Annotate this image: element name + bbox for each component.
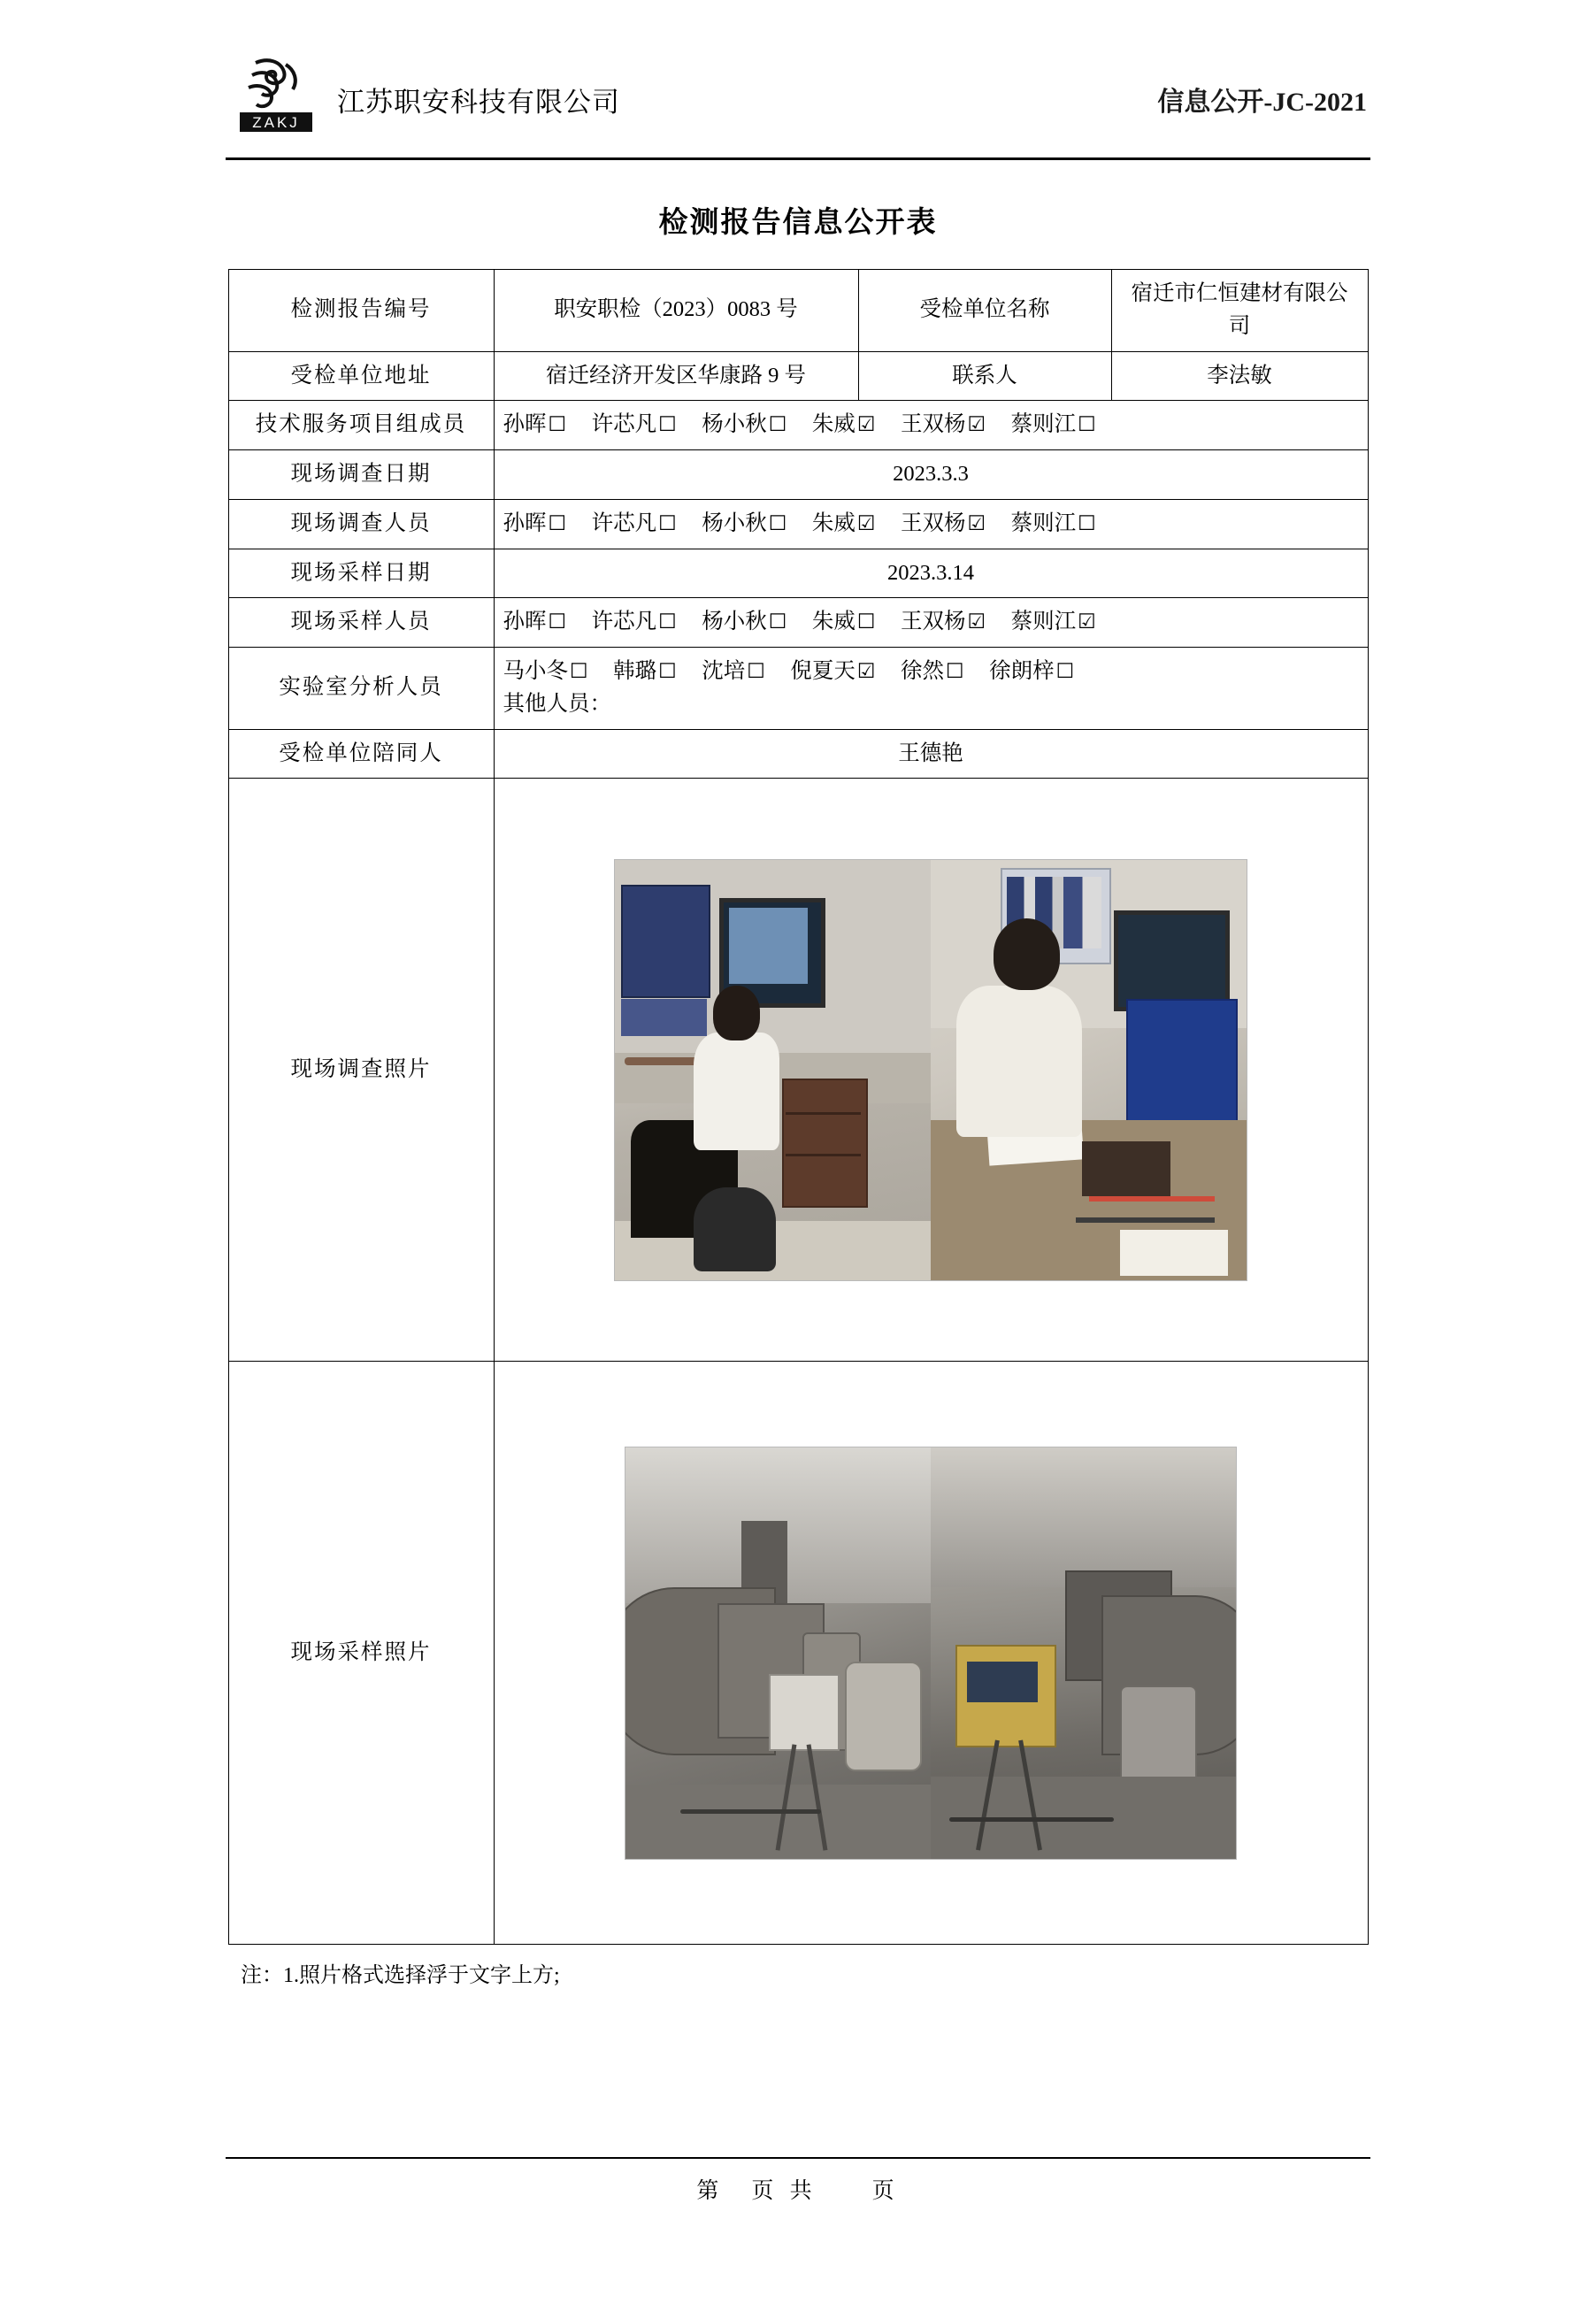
person-name: 倪夏天	[790, 659, 856, 683]
person-checkbox-item[interactable]	[1011, 412, 1098, 436]
checkbox-unchecked-icon[interactable]: ☐	[570, 660, 588, 683]
person-name: 韩璐	[613, 659, 657, 683]
checkbox-unchecked-icon[interactable]: ☐	[1055, 660, 1075, 683]
person-name: 蔡则江	[1010, 412, 1077, 437]
person-checkbox-item[interactable]	[790, 659, 877, 683]
sampling-photo-cell	[494, 1362, 1368, 1945]
sampling-photo-wrap	[503, 1447, 1359, 1860]
lab-other-label: 其他人员：	[503, 691, 611, 716]
table-row-sampling-photos	[228, 1362, 1368, 1945]
person-checkbox-item[interactable]	[503, 412, 569, 436]
page-header	[226, 46, 1370, 160]
table-row	[228, 401, 1368, 450]
checkbox-checked-icon[interactable]: ☑	[856, 511, 876, 535]
survey-photo-cell	[494, 779, 1368, 1362]
person-name: 许芯凡	[591, 412, 657, 437]
table-row-survey-photos	[228, 779, 1368, 1362]
table-row	[228, 499, 1368, 549]
lab-staff-label: 实验室分析人员	[228, 648, 494, 730]
checkbox-unchecked-icon[interactable]: ☐	[548, 511, 567, 535]
sampling-photo-right	[931, 1447, 1236, 1859]
person-name: 朱威	[811, 610, 856, 634]
svg-text:ZAKJ: ZAKJ	[252, 114, 300, 131]
checkbox-unchecked-icon[interactable]: ☐	[856, 610, 876, 634]
table-row	[228, 351, 1368, 401]
checkbox-unchecked-icon[interactable]: ☐	[658, 413, 677, 437]
contact-label: 联系人	[858, 351, 1111, 401]
survey-photo-pair	[614, 859, 1247, 1281]
sampling-staff-list	[494, 598, 1368, 648]
checkbox-unchecked-icon[interactable]: ☐	[747, 660, 765, 683]
person-checkbox-item[interactable]	[592, 412, 679, 436]
sampling-staff-label: 现场采样人员	[228, 598, 494, 648]
survey-photo-label: 现场调查照片	[228, 779, 494, 1362]
client-addr-label: 受检单位地址	[228, 351, 494, 401]
checkbox-checked-icon[interactable]: ☑	[967, 413, 986, 437]
table-row	[228, 270, 1368, 352]
page-number: 第 页 共 页	[696, 2179, 900, 2203]
person-name: 孙晖	[503, 610, 547, 634]
table-row	[228, 598, 1368, 648]
person-name: 王双杨	[901, 511, 966, 535]
person-name: 许芯凡	[591, 610, 657, 634]
table-row	[228, 648, 1368, 730]
checkbox-unchecked-icon[interactable]: ☐	[768, 413, 787, 437]
client-name-label: 受检单位名称	[858, 270, 1111, 352]
survey-photo-wrap	[503, 859, 1359, 1281]
person-name: 许芯凡	[591, 511, 657, 535]
person-checkbox-item[interactable]	[702, 659, 767, 683]
report-no-value: 职安职检（2023）0083 号	[494, 270, 858, 352]
checkbox-unchecked-icon[interactable]: ☐	[548, 610, 567, 634]
person-checkbox-item[interactable]	[613, 659, 679, 683]
document-code: 信息公开-JC-2021	[1157, 88, 1367, 117]
person-name: 马小冬	[503, 659, 568, 683]
person-checkbox-item[interactable]	[702, 412, 788, 436]
table-row	[228, 729, 1368, 779]
report-no-label: 检测报告编号	[228, 270, 494, 352]
page-footer	[226, 2157, 1370, 2205]
footer-divider	[226, 2157, 1370, 2159]
checkbox-unchecked-icon[interactable]: ☐	[768, 610, 787, 634]
checkbox-unchecked-icon[interactable]: ☐	[548, 413, 567, 437]
report-info-table	[228, 269, 1369, 1945]
document-page	[0, 46, 1596, 2311]
person-name: 蔡则江	[1010, 610, 1077, 634]
header-left	[226, 56, 620, 142]
checkbox-unchecked-icon[interactable]: ☐	[658, 610, 677, 634]
checkbox-checked-icon[interactable]: ☑	[967, 511, 986, 535]
page-title: 检测报告信息公开表	[658, 207, 938, 239]
survey-date-value: 2023.3.3	[494, 450, 1368, 500]
client-name-value: 宿迁市仁恒建材有限公司	[1111, 270, 1368, 352]
lab-staff-list	[503, 656, 1359, 688]
checkbox-unchecked-icon[interactable]: ☐	[658, 511, 677, 535]
person-name: 沈培	[702, 659, 746, 683]
person-name: 杨小秋	[702, 412, 767, 437]
person-checkbox-item[interactable]	[812, 511, 878, 535]
company-name: 江苏职安科技有限公司	[337, 86, 620, 118]
person-checkbox-item[interactable]	[901, 412, 987, 436]
checkbox-unchecked-icon[interactable]: ☐	[946, 660, 964, 683]
survey-photo-right	[931, 860, 1247, 1280]
sampling-date-value: 2023.3.14	[494, 549, 1368, 598]
accompany-label: 受检单位陪同人	[228, 729, 494, 779]
person-checkbox-item[interactable]	[503, 610, 569, 633]
survey-staff-list	[494, 499, 1368, 549]
person-checkbox-item[interactable]	[702, 610, 788, 633]
table-row	[228, 450, 1368, 500]
person-checkbox-item[interactable]	[702, 511, 788, 535]
lab-staff-cell	[494, 648, 1368, 730]
sampling-photo-pair	[625, 1447, 1237, 1860]
person-checkbox-item[interactable]	[1011, 610, 1098, 633]
person-checkbox-item[interactable]	[901, 610, 987, 633]
person-checkbox-item[interactable]	[901, 659, 966, 683]
checkbox-checked-icon[interactable]: ☑	[856, 413, 876, 437]
person-checkbox-item[interactable]	[1011, 511, 1098, 535]
checkbox-unchecked-icon[interactable]: ☐	[768, 511, 787, 535]
person-checkbox-item[interactable]	[592, 511, 679, 535]
team-label: 技术服务项目组成员	[228, 401, 494, 450]
team-members-list	[494, 401, 1368, 450]
person-checkbox-item[interactable]	[989, 659, 1076, 683]
contact-value: 李法敏	[1111, 351, 1368, 401]
table-row	[228, 549, 1368, 598]
person-checkbox-item[interactable]	[812, 610, 878, 633]
person-name: 朱威	[811, 412, 856, 437]
person-checkbox-item[interactable]	[503, 511, 569, 535]
person-checkbox-item[interactable]	[592, 610, 679, 633]
person-name: 王双杨	[901, 412, 966, 437]
checkbox-checked-icon[interactable]: ☑	[1078, 610, 1096, 634]
person-name: 徐朗梓	[989, 659, 1055, 683]
checkbox-checked-icon[interactable]: ☑	[967, 610, 986, 634]
person-checkbox-item[interactable]	[503, 659, 590, 683]
checkbox-unchecked-icon[interactable]: ☐	[658, 660, 677, 683]
person-name: 王双杨	[901, 610, 966, 634]
survey-date-label: 现场调查日期	[228, 450, 494, 500]
checkbox-unchecked-icon[interactable]: ☐	[1078, 413, 1096, 437]
person-name: 杨小秋	[702, 610, 767, 634]
checkbox-checked-icon[interactable]: ☑	[856, 660, 876, 683]
person-name: 蔡则江	[1010, 511, 1077, 535]
client-addr-value: 宿迁经济开发区华康路 9 号	[494, 351, 858, 401]
person-name: 杨小秋	[702, 511, 767, 535]
person-name: 孙晖	[503, 511, 547, 535]
sampling-photo-left	[625, 1447, 931, 1859]
table-note: 注：1.照片格式选择浮于文字上方;	[241, 1964, 560, 1988]
person-name: 徐然	[901, 659, 944, 683]
person-checkbox-item[interactable]	[901, 511, 987, 535]
survey-staff-label: 现场调查人员	[228, 499, 494, 549]
survey-photo-left	[615, 860, 931, 1280]
person-name: 孙晖	[503, 412, 547, 437]
accompany-value: 王德艳	[494, 729, 1368, 779]
person-checkbox-item[interactable]	[812, 412, 878, 436]
checkbox-unchecked-icon[interactable]: ☐	[1078, 511, 1096, 535]
sampling-date-label: 现场采样日期	[228, 549, 494, 598]
person-name: 朱威	[811, 511, 856, 535]
sampling-photo-label: 现场采样照片	[228, 1362, 494, 1945]
company-logo-icon	[226, 56, 325, 142]
